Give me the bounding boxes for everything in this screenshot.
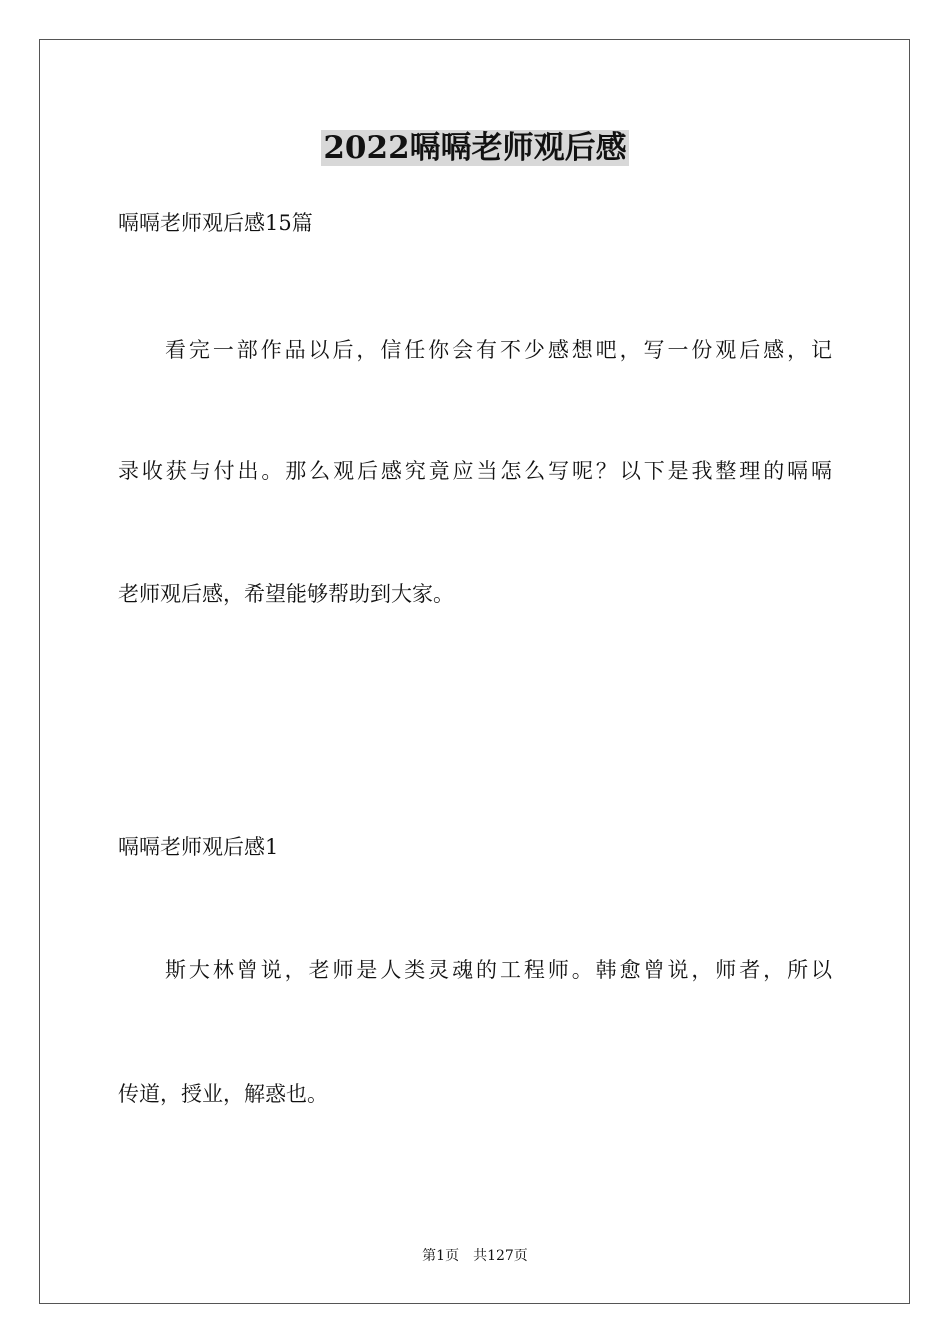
document-subtitle: 嗝嗝老师观后感15篇 (118, 211, 313, 235)
document-title (0, 127, 950, 169)
intro-paragraph-line-1: 看完一部作品以后，信任你会有不少感想吧，写一份观后感，记 (165, 338, 832, 362)
intro-paragraph-line-2: 录收获与付出。那么观后感究竟应当怎么写呢？以下是我整理的嗝嗝 (118, 459, 832, 483)
section-heading: 嗝嗝老师观后感1 (118, 835, 279, 859)
page-footer: 第1页 共127页 (422, 1248, 528, 1264)
section-paragraph-line-1: 斯大林曾说，老师是人类灵魂的工程师。韩愈曾说，师者，所以 (165, 958, 832, 982)
intro-paragraph-line-3: 老师观后感，希望能够帮助到大家。 (118, 582, 454, 606)
section-paragraph-line-2: 传道，授业，解惑也。 (118, 1082, 328, 1106)
document-title-text: 2022嗝嗝老师观后感 (323, 130, 627, 166)
